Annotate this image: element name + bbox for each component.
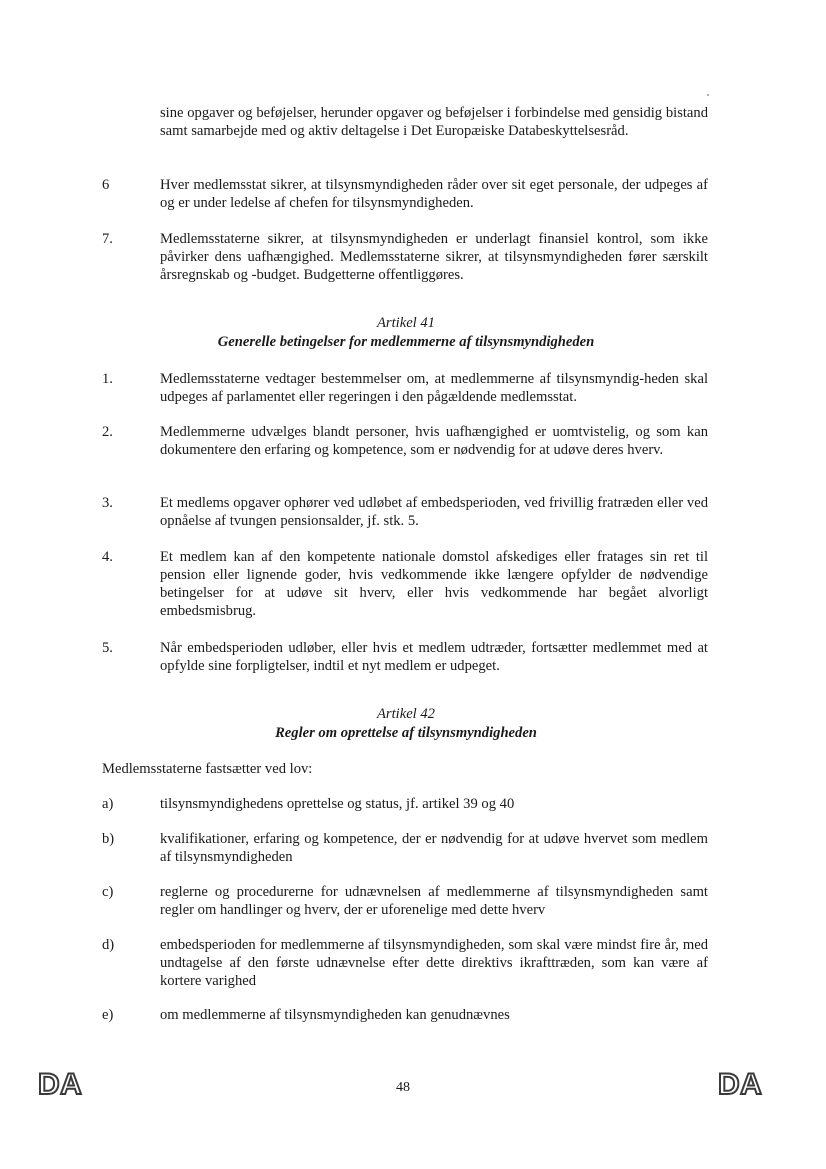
art42-item-letter: b): [102, 831, 115, 847]
art42-item-letter: c): [102, 884, 114, 900]
language-code-right: DA: [718, 1068, 763, 1101]
art41-item-number: 1.: [102, 371, 113, 387]
article-42-title: Regler om oprettelse af tilsynsmyndigheden: [275, 725, 537, 741]
page-number: 48: [396, 1080, 410, 1095]
art41-item-text: Medlemmerne udvælges blandt personer, hvis uafhængighed er uomtvistelig, og som kan dokumentere den erfaring og kompetence, som er nødvendig for at udøve deres hverv.: [160, 424, 708, 458]
art42-item-letter: a): [102, 796, 114, 812]
art41-item-number: 5.: [102, 640, 113, 656]
art41-item-text: Et medlems opgaver ophører ved udløbet af embedsperioden, ved frivillig fratræden eller ved opnåelse af tvungen pensionsalder, jf. stk. 5.: [160, 495, 708, 529]
continuation-paragraph: sine opgaver og beføjelser, herunder opgaver og beføjelser i forbindelse med gensidig bistand samt samarbejde med og aktiv deltagelse i Det Europæiske Databeskyttelsesråd.: [160, 105, 708, 139]
art42-item-text: om medlemmerne af tilsynsmyndigheden kan genudnævnes: [160, 1007, 510, 1023]
article-41-title: Generelle betingelser for medlemmerne af tilsynsmyndigheden: [217, 334, 595, 350]
art42-item-letter: d): [102, 937, 115, 953]
art41-item-text: Et medlem kan af den kompetente nationale domstol afskediges eller fratages sin ret til pension eller lignende goder, hvis vedkommende ikke længere opfylder de nødvendige betingelser for at udøve sit hverv, eller hvis vedkommende har begået alvorligt embedsmisbrug.: [160, 549, 708, 619]
art40-item-text: Hver medlemsstat sikrer, at tilsynsmyndigheden råder over sit eget personale, der udpeges af og er under ledelse af chefen for tilsynsmyndigheden.: [160, 177, 708, 211]
art41-item-text: Medlemsstaterne vedtager bestemmelser om, at medlemmerne af tilsynsmyndig-heden skal udpeges af parlamentet eller regeringen i den pågældende medlemsstat.: [160, 371, 708, 405]
art41-item-number: 2.: [102, 424, 113, 440]
article-42-heading: [100, 705, 712, 743]
art42-item-letter: e): [102, 1007, 114, 1023]
art42-item-text: embedsperioden for medlemmerne af tilsynsmyndigheden, som skal være mindst fire år, med undtagelse af den første udnævnelse efter dette direktivs ikrafttræden, som kan være af kortere varighed: [160, 937, 708, 989]
art40-item-number: 7.: [102, 231, 113, 247]
art42-item-text: reglerne og procedurerne for udnævnelsen af medlemmerne af tilsynsmyndigheden samt regler om handlinger og hverv, der er uforenelige med dette hverv: [160, 884, 708, 918]
art42-item-text: kvalifikationer, erfaring og kompetence, der er nødvendig for at udøve hvervet som medlem af tilsynsmyndigheden: [160, 831, 708, 865]
article-41-heading: [100, 314, 712, 352]
art41-item-number: 4.: [102, 549, 113, 565]
art40-item-number: 6: [102, 177, 110, 193]
language-code-left: DA: [38, 1068, 83, 1101]
art41-item-text: Når embedsperioden udløber, eller hvis et medlem udtræder, fortsætter medlemmet med at opfylde sine forpligtelser, indtil et nyt medlem er udpeget.: [160, 640, 708, 674]
article-42-label: Artikel 42: [377, 706, 435, 722]
scan-speck: [707, 94, 709, 96]
art40-item-text: Medlemsstaterne sikrer, at tilsynsmyndigheden er underlagt finansiel kontrol, som ikke påvirker dens uafhængighed. Medlemsstaterne sikrer, at tilsynsmyndigheden fører særskilt årsregnskab og -budget. Budgetterne offentliggøres.: [160, 231, 708, 283]
article-42-intro: Medlemsstaterne fastsætter ved lov:: [102, 761, 313, 777]
art42-item-text: tilsynsmyndighedens oprettelse og status, jf. artikel 39 og 40: [160, 796, 515, 812]
article-41-label: Artikel 41: [377, 315, 435, 331]
art41-item-number: 3.: [102, 495, 113, 511]
